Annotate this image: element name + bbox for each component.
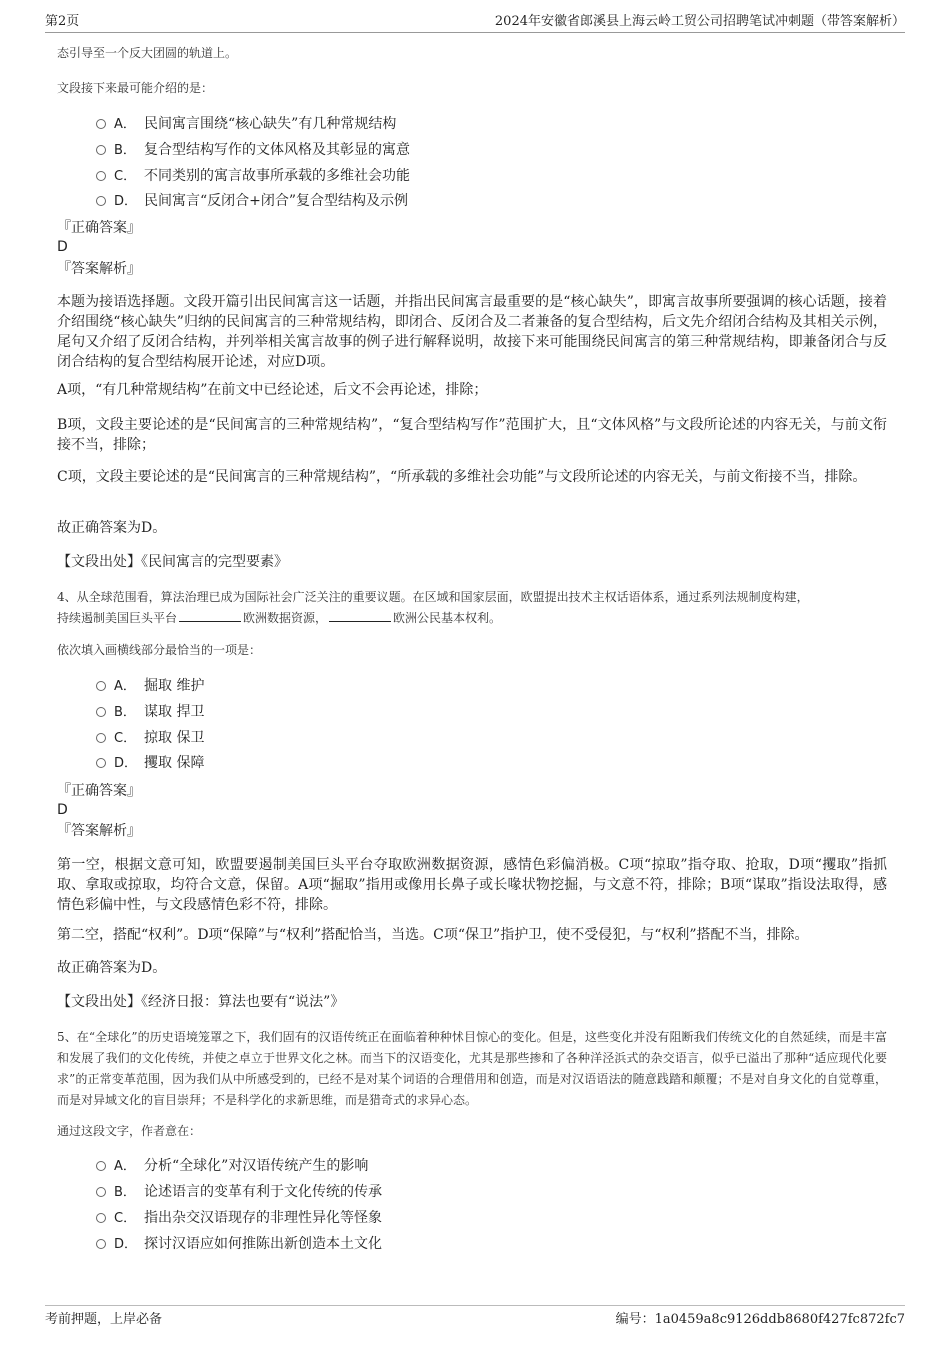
page-footer (45, 1305, 905, 1328)
q3-answer: D (57, 239, 68, 255)
q3-option-d[interactable]: D． 民间寓言“反闭合+闭合”复合型结构及示例 (96, 190, 408, 212)
radio-icon[interactable] (96, 681, 106, 691)
radio-icon[interactable] (96, 1239, 106, 1249)
q4-stem: 4、从全球范围看，算法治理已成为国际社会广泛关注的重要议题。在区域和国家层面，欧盟提出技术主权话语体系，通过系列法规制度构建， 持续遏制美国巨头平台 欧洲数据资源， 欧洲公民基本权利。 (57, 590, 809, 625)
q5-prompt: 通过这段文字，作者意在： (57, 1124, 202, 1138)
blank-line (329, 609, 391, 622)
q3-analysis-p3: B项，文段主要论述的是“民间寓言的三种常规结构”，“复合型结构写作”范围扩大，且“文体风格”与文段所论述的内容无关，与前文衔接不当，排除； (57, 417, 887, 453)
q4-option-c[interactable]: C． 掠取 保卫 (96, 727, 204, 749)
q3-option-a[interactable]: A． 民间寓言围绕“核心缺失”有几种常规结构 (96, 113, 396, 135)
q4-prompt: 依次填入画横线部分最恰当的一项是： (57, 643, 262, 657)
q3-answer-label: 『正确答案』 (57, 220, 141, 236)
q4-analysis-p1: 第一空，根据文意可知，欧盟要遏制美国巨头平台夺取欧洲数据资源，感情色彩偏消极。C项“掠取”指夺取、抢取，D项“攫取”指抓取、拿取或掠取，均符合文意，保留。A项“掘取”指用或像用长鼻子或长喙状物挖掘，与文意不符，排除；B项“谋取”指设法取得，感情色彩偏中性，与文段感情色彩不符，排除。 (57, 857, 887, 913)
radio-icon[interactable] (96, 119, 106, 129)
q5-stem: 5、在“全球化”的历史语境笼罩之下，我们固有的汉语传统正在面临着种种怵目惊心的变化。但是，这些变化并没有阻断我们传统文化的自然延续，而是丰富和发展了我们的文化传统，并使之卓立于世界文化之林。而当下的汉语变化，尤其是那些掺和了各种洋泾浜式的杂交语言，似乎已溢出了那种“适应现代化要求”的正常变革范围，因为我们从中所感受到的，已经不是对某个词语的合理借用和创造，而是对汉语语法的随意践踏和颠覆；不是对自身文化的自觉尊重，而是对异域文化的盲目崇拜；不是科学化的求新思维，而是猎奇式的求异心态。 (57, 1030, 887, 1107)
q4-option-d[interactable]: D． 攫取 保障 (96, 752, 204, 774)
q3-source: 【文段出处】《民间寓言的完型要素》 (57, 554, 288, 570)
blank-line (179, 609, 241, 622)
q4-analysis-label: 『答案解析』 (57, 823, 141, 839)
radio-icon[interactable] (96, 171, 106, 181)
q3-option-b[interactable]: B． 复合型结构写作的文体风格及其彰显的寓意 (96, 139, 410, 161)
q3-analysis-p2: A项，“有几种常规结构”在前文中已经论述，后文不会再论述，排除； (57, 382, 488, 398)
radio-icon[interactable] (96, 145, 106, 155)
q4-option-b[interactable]: B． 谋取 捍卫 (96, 701, 204, 723)
q4-analysis-p2: 第二空，搭配“权利”。D项“保障”与“权利”搭配恰当，当选。C项“保卫”指护卫，使不受侵犯，与“权利”搭配不当，排除。 (57, 927, 809, 943)
q3-analysis-label: 『答案解析』 (57, 261, 141, 277)
q3-prompt: 文段接下来最可能介绍的是： (57, 81, 214, 95)
q5-option-d[interactable]: D． 探讨汉语应如何推陈出新创造本土文化 (96, 1233, 382, 1255)
q5-option-b[interactable]: B． 论述语言的变革有利于文化传统的传承 (96, 1181, 382, 1203)
q4-source: 【文段出处】《经济日报：算法也要有“说法”》 (57, 994, 345, 1010)
radio-icon[interactable] (96, 707, 106, 717)
footer-slogan: 考前押题，上岸必备 (45, 1312, 163, 1327)
q4-option-a[interactable]: A． 掘取 维护 (96, 675, 204, 697)
page-number: 第2页 (45, 14, 80, 29)
q4-answer: D (57, 802, 68, 818)
q4-analysis-p3: 故正确答案为D。 (57, 960, 167, 976)
q3-option-c[interactable]: C． 不同类别的寓言故事所承载的多维社会功能 (96, 165, 410, 187)
q3-analysis-p5: 故正确答案为D。 (57, 520, 167, 536)
document-id: 编号：1a0459a8c9126ddb8680f427fc872fc7 (615, 1312, 905, 1327)
document-title: 2024年安徽省郎溪县上海云岭工贸公司招聘笔试冲刺题（带答案解析） (494, 14, 905, 29)
q3-analysis-p4: C项，文段主要论述的是“民间寓言的三种常规结构”，“所承载的多维社会功能”与文段所论述的内容无关，与前文衔接不当，排除。 (57, 469, 867, 485)
q3-analysis-p1: 本题为接语选择题。文段开篇引出民间寓言这一话题，并指出民间寓言最重要的是“核心缺失”，即寓言故事所要强调的核心话题，接着介绍围绕“核心缺失”归纳的民间寓言的三种常规结构，即闭合、反闭合及二者兼备的复合型结构，后文先介绍闭合结构及其相关示例，尾句又介绍了反闭合结构，并列举相关寓言故事的例子进行解释说明，故接下来可能围绕民间寓言的第三种常规结构，即兼备闭合与反闭合结构的复合型结构展开论述，对应D项。 (57, 294, 887, 370)
radio-icon[interactable] (96, 1187, 106, 1197)
page-header (45, 12, 905, 33)
radio-icon[interactable] (96, 733, 106, 743)
radio-icon[interactable] (96, 196, 106, 206)
q5-option-a[interactable]: A． 分析“全球化”对汉语传统产生的影响 (96, 1155, 368, 1177)
radio-icon[interactable] (96, 758, 106, 768)
q3-stem-tail: 态引导至一个反大团圆的轨道上。 (57, 46, 238, 60)
radio-icon[interactable] (96, 1161, 106, 1171)
q4-answer-label: 『正确答案』 (57, 783, 141, 799)
radio-icon[interactable] (96, 1213, 106, 1223)
q5-option-c[interactable]: C． 指出杂交汉语现存的非理性异化等怪象 (96, 1207, 382, 1229)
